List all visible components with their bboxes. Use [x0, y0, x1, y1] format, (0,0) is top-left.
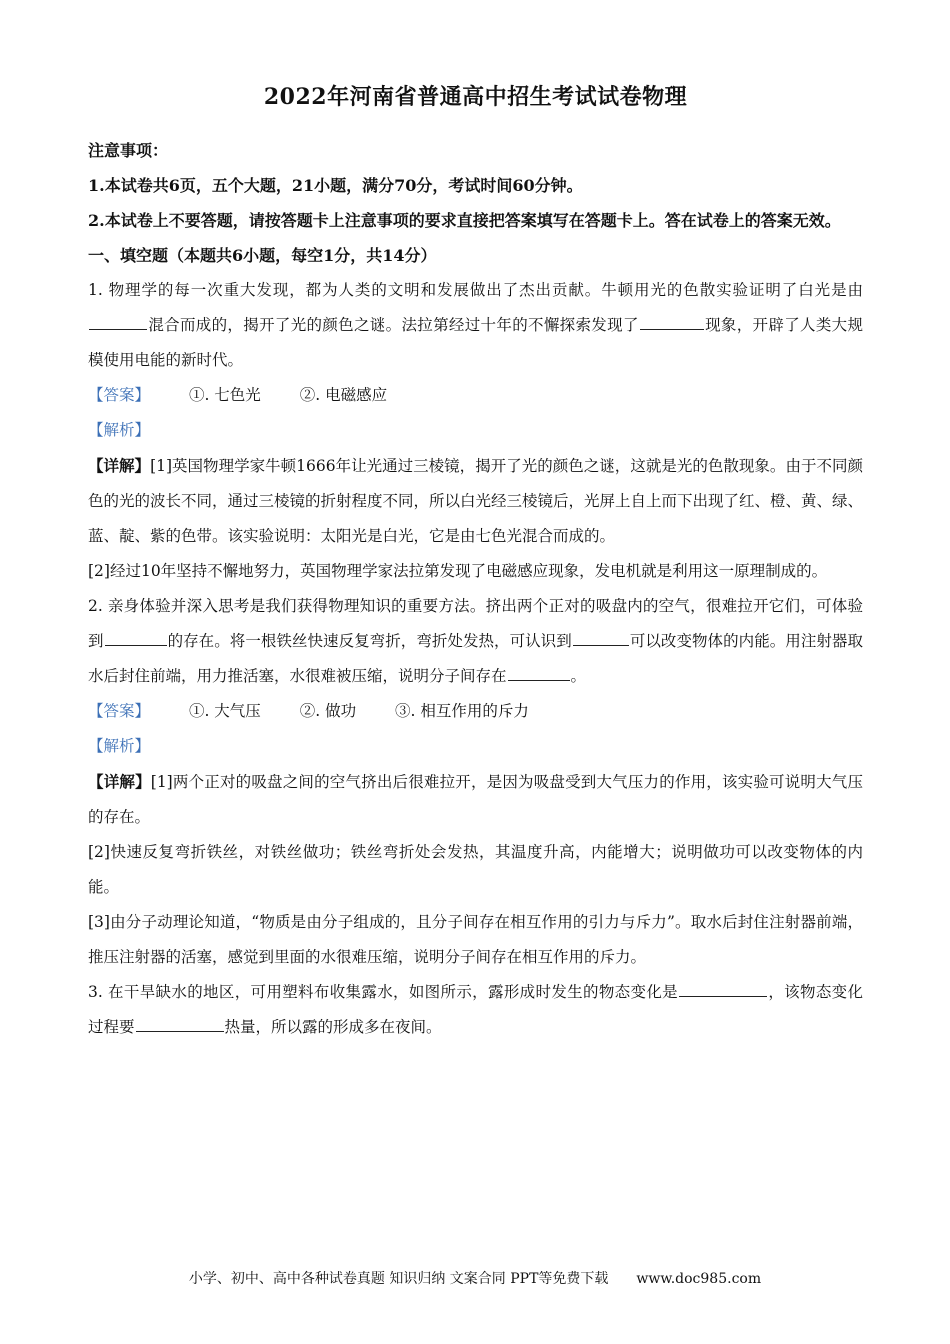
question-2: [88, 589, 863, 694]
answer-blank: [508, 662, 570, 681]
q2-answer-3: ③. 相互作用的斥力: [395, 702, 529, 720]
footer-website-link[interactable]: www.doc985.com: [636, 1271, 762, 1287]
q1-detail-1: [88, 448, 863, 554]
exam-page: [88, 80, 863, 1045]
answer-blank: [136, 1013, 224, 1032]
q2-text-b: 的存在。将一根铁丝快速反复弯折，弯折处发热，可认识到: [167, 632, 572, 650]
answer-blank: [679, 978, 767, 997]
q2-analysis-row: [88, 729, 863, 764]
q2-answer-2: ②. 做功: [299, 702, 357, 720]
q1-detail-1-text: [1]英国物理学家牛顿1666年让光通过三棱镜，揭开了光的颜色之谜，这就是光的色散现象。由于不同颜色的光的波长不同，通过三棱镜的折射程度不同，所以白光经三棱镜后，光屏上自上而下出现了红、橙、黄、绿、蓝、靛、紫的色带。该实验说明：太阳光是白光，它是由七色光混合而成的。: [88, 457, 864, 545]
answer-blank: [105, 627, 167, 646]
q1-analysis-row: [88, 413, 863, 448]
answer-label: 【答案】: [88, 702, 151, 720]
q2-detail-1-text: [1]两个正对的吸盘之间的空气挤出后很难拉开，是因为吸盘受到大气压力的作用，该实验可说明大气压的存在。: [88, 773, 863, 826]
question-3: [88, 975, 863, 1045]
page-title: 2022年河南省普通高中招生考试试卷物理: [263, 84, 688, 110]
q2-detail-3: [3]由分子动理论知道，“物质是由分子组成的，且分子间存在相互作用的引力与斥力”。取水后封住注射器前端，推压注射器的活塞，感觉到里面的水很难压缩，说明分子间存在相互作用的斥力。: [88, 913, 863, 966]
detail-label: 【详解】: [88, 772, 151, 791]
notice-heading: 注意事项：: [88, 141, 169, 160]
q2-text-d: 。: [570, 667, 587, 685]
q3-text-b: ，该物态变化过程要: [88, 983, 863, 1036]
q1-text-b: 混合而成的，揭开了光的颜色之谜。法拉第经过十年的不懈探索发现了: [148, 316, 639, 334]
footer-text: 小学、初中、高中各种试卷真题 知识归纳 文案合同 PPT等免费下载: [188, 1271, 609, 1287]
q3-text-c: 热量，所以露的形成多在夜间。: [224, 1018, 442, 1036]
answer-blank: [89, 311, 147, 330]
answer-label: 【答案】: [88, 386, 151, 404]
q2-detail-2: [2]快速反复弯折铁丝，对铁丝做功；铁丝弯折处会发热，其温度升高，内能增大；说明做功可以改变物体的内能。: [88, 843, 863, 896]
q1-detail-2: [2]经过10年坚持不懈地努力，英国物理学家法拉第发现了电磁感应现象，发电机就是利用这一原理制成的。: [88, 562, 828, 580]
q1-answer-1: ①. 七色光: [188, 386, 261, 404]
q1-answer-row: [88, 378, 863, 413]
page-footer: [0, 1268, 950, 1288]
detail-label: 【详解】: [88, 456, 151, 475]
question-1: [88, 273, 863, 378]
analysis-label: 【解析】: [88, 421, 151, 439]
q3-text-a: 3. 在干旱缺水的地区，可用塑料布收集露水，如图所示，露形成时发生的物态变化是: [88, 983, 678, 1001]
answer-blank: [573, 627, 629, 646]
notice-block: [88, 133, 863, 238]
q1-answer-2: ②. 电磁感应: [299, 386, 388, 404]
q2-detail-1: [88, 764, 863, 835]
q2-text-a: 2. 亲身体验并深入思考是我们获得物理知识的重要方法。挤出两个正对的吸盘内的空气，很难拉开它们，可体验到: [88, 597, 863, 650]
q2-answer-row: [88, 694, 863, 729]
q1-text-a: 1. 物理学的每一次重大发现，都为人类的文明和发展做出了杰出贡献。牛顿用光的色散实验证明了白光是由: [88, 281, 863, 299]
answer-blank: [640, 311, 704, 330]
notice-item-2: 2.本试卷上不要答题，请按答题卡上注意事项的要求直接把答案填写在答题卡上。答在试卷上的答案无效。: [88, 211, 841, 230]
notice-item-1: 1.本试卷共6页，五个大题，21小题，满分70分，考试时间60分钟。: [88, 176, 583, 195]
q2-answer-1: ①. 大气压: [188, 702, 261, 720]
analysis-label: 【解析】: [88, 737, 151, 755]
section-heading: 一、填空题（本题共6小题，每空1分，共14分）: [88, 246, 437, 265]
q2-text-c: 可以改变物体的内能。用注射器取水后封住前端，用力推活塞，水很难被压缩，说明分子间存在: [88, 632, 863, 685]
q1-text-c: 现象，开辟了人类大规模使用电能的新时代。: [88, 316, 863, 369]
